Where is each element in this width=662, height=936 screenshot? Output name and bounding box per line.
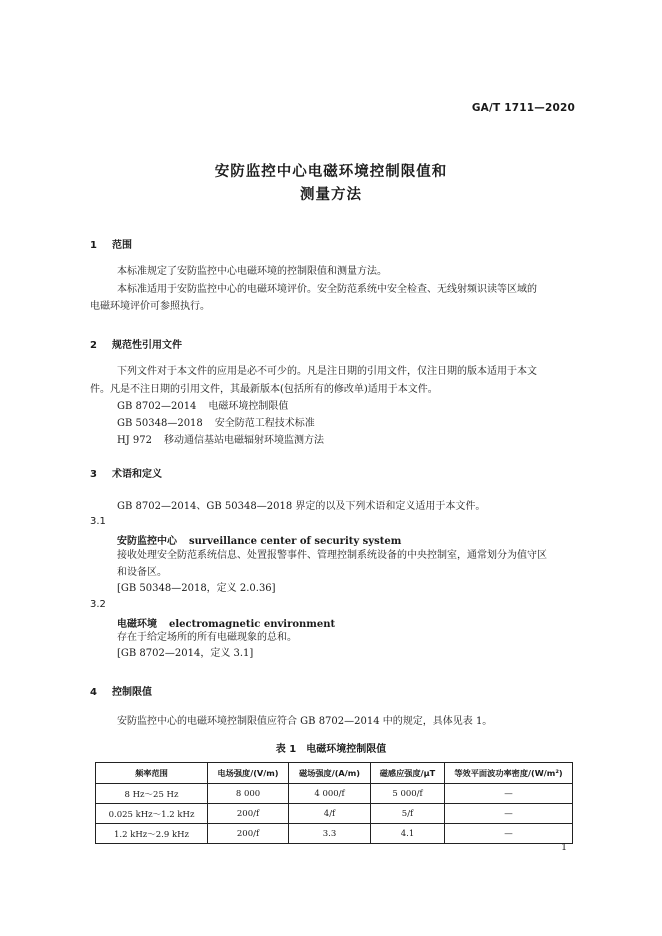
- table-cell: —: [445, 804, 573, 824]
- term-definition-continuation: 和设备区。: [117, 567, 167, 578]
- term-number: 3.1: [90, 516, 106, 527]
- section-title: 规范性引用文件: [112, 340, 182, 351]
- term-definition: 存在于给定场所的所有电磁现象的总和。: [117, 632, 297, 643]
- table-cell: 4/f: [289, 804, 371, 824]
- term-english: electromagnetic environment: [169, 619, 336, 630]
- reference-name: 安全防范工程技术标准: [214, 418, 315, 429]
- column-header: 磁感应强度/μT: [371, 763, 445, 784]
- term-chinese: 安防监控中心: [117, 536, 177, 547]
- reference-code: GB 8702—2014: [117, 401, 197, 412]
- reference-name: 电磁环境控制限值: [208, 401, 289, 412]
- paragraph: 下列文件对于本文件的应用是必不可少的。凡是注日期的引用文件，仅注日期的版本适用于本文: [117, 366, 537, 377]
- section-2-heading: [90, 336, 182, 351]
- section-1-heading: [90, 236, 132, 251]
- section-title: 术语和定义: [112, 469, 162, 480]
- table-row: [96, 784, 573, 804]
- reference-code: HJ 972: [117, 435, 152, 446]
- term-number: 3.2: [90, 599, 106, 610]
- term-source: [GB 8702—2014，定义 3.1]: [117, 648, 254, 659]
- section-4-heading: [90, 683, 152, 698]
- table-cell: 4 000/f: [289, 784, 371, 804]
- table-cell: 0.025 kHz～1.2 kHz: [96, 804, 208, 824]
- paragraph-continuation: 电磁环境评价可参照执行。: [90, 301, 210, 312]
- table-cell: 5 000/f: [371, 784, 445, 804]
- table-cell: 200/f: [208, 804, 289, 824]
- term-definition: 接收处理安全防范系统信息、处置报警事件、管理控制系统设备的中央控制室，通常划分为值守区: [117, 550, 547, 561]
- table-row: [96, 804, 573, 824]
- column-header: 等效平面波功率密度/(W/m²): [445, 763, 573, 784]
- section-title: 范围: [112, 240, 132, 251]
- term-english: surveillance center of security system: [189, 536, 402, 547]
- document-title-line-2: 测量方法: [300, 187, 362, 203]
- table-cell: 4.1: [371, 824, 445, 844]
- table-cell: —: [445, 824, 573, 844]
- table-row: [96, 824, 573, 844]
- table-cell: 1.2 kHz～2.9 kHz: [96, 824, 208, 844]
- term-chinese: 电磁环境: [117, 619, 157, 630]
- document-title-line-1: 安防监控中心电磁环境控制限值和: [214, 164, 448, 180]
- table-caption: 表 1 电磁环境控制限值: [275, 744, 387, 755]
- section-number: 1: [90, 240, 97, 251]
- term-entry: [117, 532, 401, 547]
- table-cell: 5/f: [371, 804, 445, 824]
- term-source: [GB 50348—2018，定义 2.0.36]: [117, 583, 276, 594]
- reference-item: [117, 416, 315, 431]
- term-entry: [117, 615, 335, 630]
- table-cell: 3.3: [289, 824, 371, 844]
- reference-name: 移动通信基站电磁辐射环境监测方法: [164, 435, 324, 446]
- page-number: 1: [561, 843, 567, 853]
- section-title: 控制限值: [112, 687, 152, 698]
- table-cell: —: [445, 784, 573, 804]
- table-cell: 8 Hz～25 Hz: [96, 784, 208, 804]
- reference-item: [117, 433, 324, 448]
- table-header-row: [96, 763, 573, 784]
- table-cell: 200/f: [208, 824, 289, 844]
- paragraph: 本标准适用于安防监控中心的电磁环境评价。安全防范系统中安全检查、无线射频识读等区域的: [117, 284, 537, 295]
- reference-code: GB 50348—2018: [117, 418, 203, 429]
- reference-item: [117, 399, 288, 414]
- column-header: 电场强度/(V/m): [208, 763, 289, 784]
- column-header: 频率范围: [96, 763, 208, 784]
- paragraph-continuation: 件。凡是不注日期的引用文件，其最新版本(包括所有的修改单)适用于本文件。: [90, 384, 438, 395]
- section-number: 2: [90, 340, 97, 351]
- limits-table: [95, 762, 573, 844]
- table-cell: 8 000: [208, 784, 289, 804]
- section-number: 4: [90, 687, 97, 698]
- standard-code: GA/T 1711—2020: [471, 102, 575, 114]
- paragraph: 安防监控中心的电磁环境控制限值应符合 GB 8702—2014 中的规定，具体见表 1。: [117, 716, 493, 727]
- paragraph: 本标准规定了安防监控中心电磁环境的控制限值和测量方法。: [117, 266, 387, 277]
- paragraph: GB 8702—2014、GB 50348—2018 界定的以及下列术语和定义适用于本文件。: [117, 501, 486, 512]
- section-3-heading: [90, 465, 162, 480]
- section-number: 3: [90, 469, 97, 480]
- column-header: 磁场强度/(A/m): [289, 763, 371, 784]
